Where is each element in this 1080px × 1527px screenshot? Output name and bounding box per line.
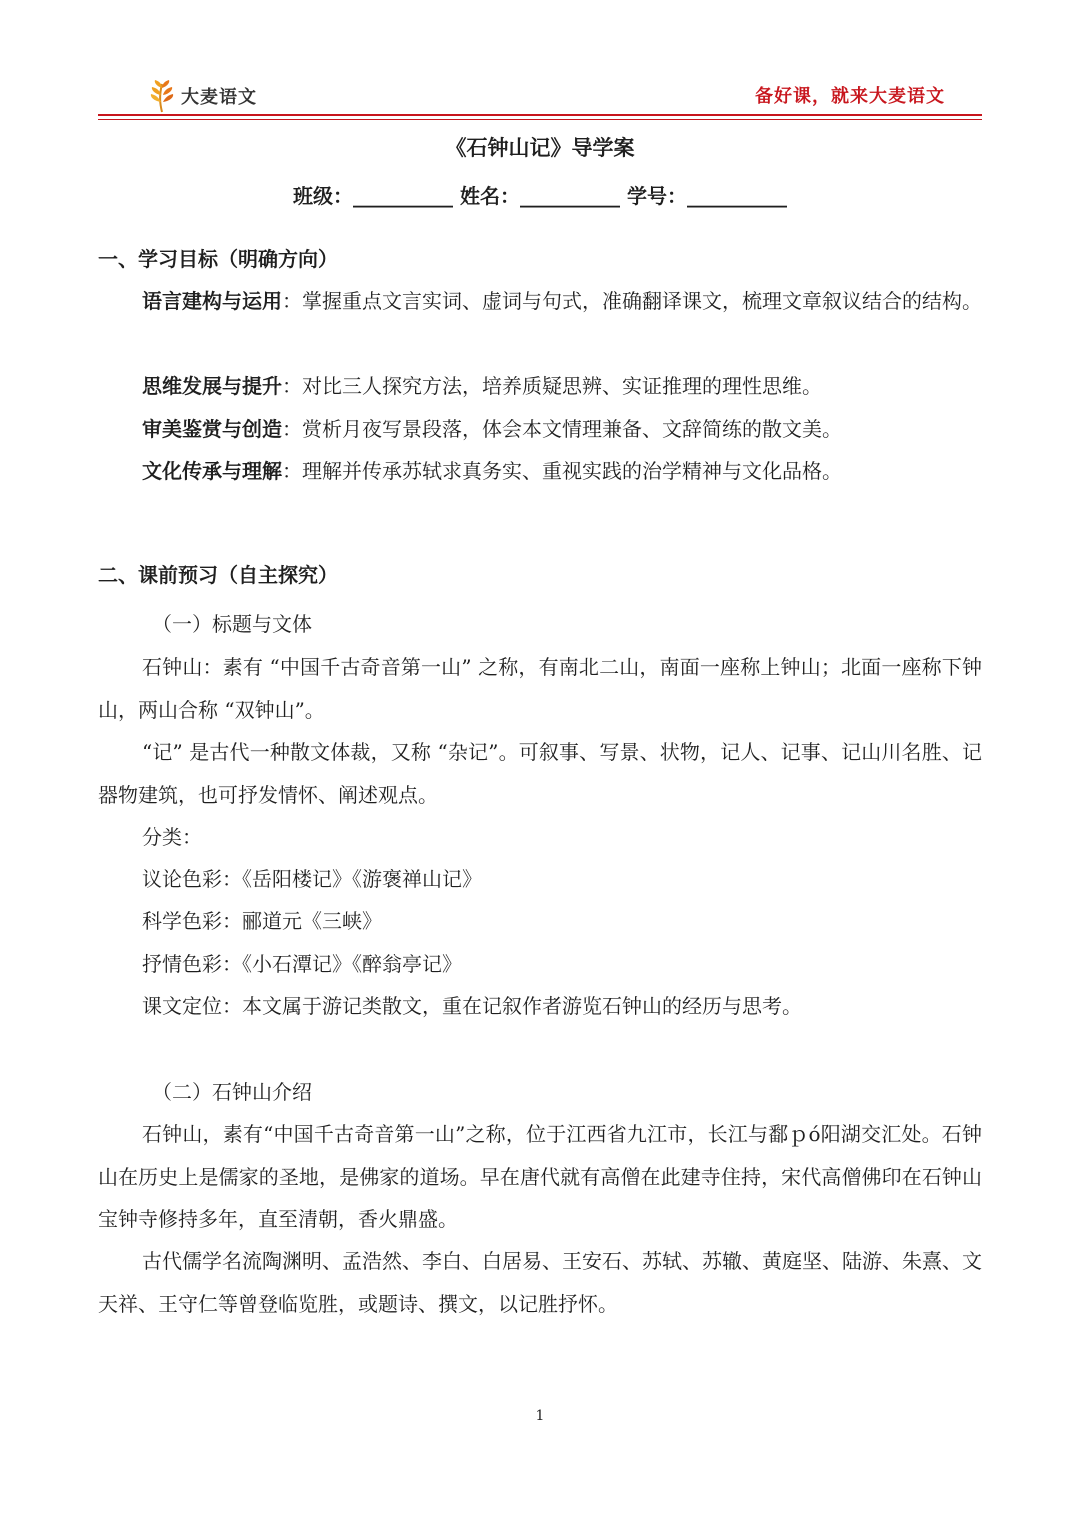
classification-item: 议论色彩：《岳阳楼记》《游褒禅山记》 — [142, 867, 482, 891]
goal-label: 审美鉴赏与创造 — [142, 417, 282, 441]
logo-text: 大麦语文 — [181, 87, 257, 108]
section-heading-preview: 二、课前预习（自主探究） — [98, 563, 338, 587]
subsection-heading-shizhongshan: （二）石钟山介绍 — [152, 1080, 312, 1104]
classification-item: 科学色彩：郦道元《三峡》 — [142, 909, 382, 933]
goal-label: 思维发展与提升 — [142, 374, 282, 398]
goal-item — [98, 408, 982, 451]
header-divider-thin — [98, 119, 982, 120]
body-paragraph: 古代儒学名流陶渊明、孟浩然、李白、白居易、王安石、苏轼、苏辙、黄庭坚、陆游、朱熹、文天祥、王守仁等曾登临览胜，或题诗、撰文，以记胜抒怀。 — [98, 1249, 982, 1316]
header-slogan: 备好课，就来大麦语文 — [755, 86, 945, 107]
goal-text: ：理解并传承苏轼求真务实、重视实践的治学精神与文化品格。 — [282, 459, 842, 483]
classification-label: 分类： — [142, 825, 202, 849]
document-title: 《石钟山记》导学案 — [445, 135, 635, 160]
text-positioning: 课文定位：本文属于游记类散文，重在记叙作者游览石钟山的经历与思考。 — [142, 994, 802, 1018]
body-paragraph: 石钟山：素有 “中国千古奇音第一山” 之称，有南北二山，南面一座称上钟山；北面一座称下钟山，两山合称 “双钟山”。 — [98, 655, 982, 722]
section-heading-goals: 一、学习目标（明确方向） — [98, 247, 338, 271]
goal-item — [98, 365, 982, 408]
page-header — [0, 0, 1080, 125]
student-info-fields: 班级：__________ 姓名：__________ 学号：__________ — [293, 184, 787, 208]
brand-logo — [147, 76, 257, 116]
goal-item — [98, 450, 982, 493]
classification-item: 抒情色彩：《小石潭记》《醉翁亭记》 — [142, 952, 462, 976]
student-info-line — [0, 179, 1080, 213]
header-divider — [98, 114, 982, 116]
subsection-heading-title-genre: （一）标题与文体 — [152, 612, 312, 636]
goal-label: 语言建构与运用 — [142, 289, 282, 313]
goal-label: 文化传承与理解 — [142, 459, 282, 483]
body-paragraph: “记” 是古代一种散文体裁，又称 “杂记”。可叙事、写景、状物，记人、记事、记山川名胜、记器物建筑，也可抒发情怀、阐述观点。 — [98, 740, 982, 807]
goal-text: ：对比三人探究方法，培养质疑思辨、实证推理的理性思维。 — [282, 374, 822, 398]
goal-text: ：掌握重点文言实词、虚词与句式，准确翻译课文，梳理文章叙议结合的结构。 — [282, 289, 982, 313]
wheat-icon — [147, 78, 177, 114]
goal-item — [98, 280, 982, 323]
page-number: 1 — [535, 1408, 545, 1424]
body-paragraph: 石钟山，素有“中国千古奇音第一山”之称，位于江西省九江市，长江与鄱ｐó阳湖交汇处。石钟山在历史上是儒家的圣地，是佛家的道场。早在唐代就有高僧在此建寺住持，宋代高僧佛印在石钟山宝钟寺修持多年，直至清朝，香火鼎盛。 — [98, 1122, 982, 1231]
goal-text: ：赏析月夜写景段落，体会本文情理兼备、文辞简练的散文美。 — [282, 417, 842, 441]
